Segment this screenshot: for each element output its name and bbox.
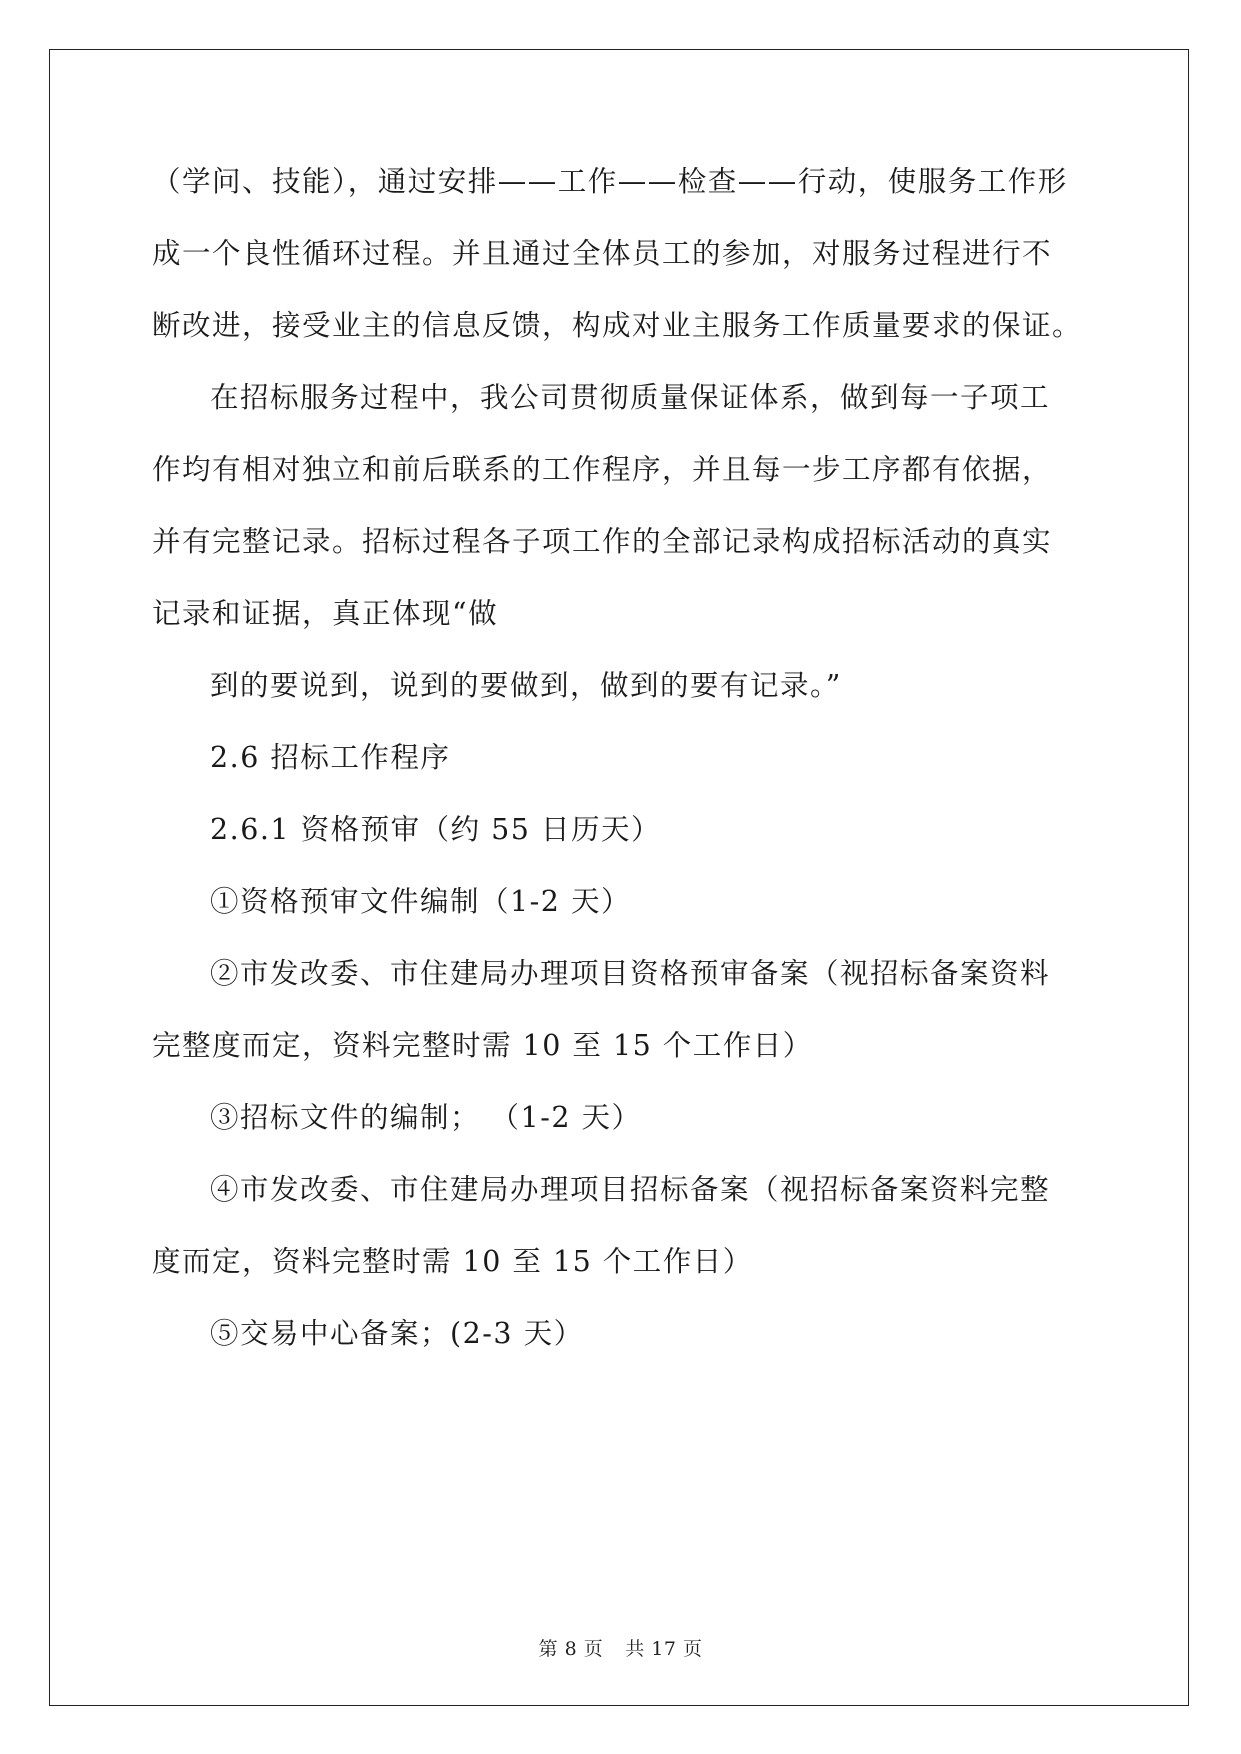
body-line-1: （学问、技能），通过安排——工作——检查——行动，使服务工作形 [152, 165, 1068, 198]
list-item-3: ③招标文件的编制； （1-2 天） [210, 1101, 642, 1134]
page-border [49, 49, 1189, 1706]
list-item-2: ②市发改委、市住建局办理项目资格预审备案（视招标备案资料 [210, 957, 1051, 990]
list-item-4: ④市发改委、市住建局办理项目招标备案（视招标备案资料完整 [210, 1173, 1051, 1206]
body-line-2: 成一个良性循环过程。并且通过全体员工的参加，对服务过程进行不 [152, 237, 1053, 270]
body-line-5: 作均有相对独立和前后联系的工作程序，并且每一步工序都有依据， [152, 453, 1053, 486]
body-line-7: 记录和证据，真正体现“做 [152, 597, 499, 630]
section-heading-2-6-1: 2.6.1 资格预审（约 55 日历天） [210, 813, 661, 846]
page-total: 共 17 页 [625, 1638, 703, 1660]
body-line-3: 断改进，接受业主的信息反馈，构成对业主服务工作质量要求的保证。 [152, 309, 1083, 342]
list-item-2-cont: 完整度而定，资料完整时需 10 至 15 个工作日） [152, 1029, 813, 1062]
list-item-1: ①资格预审文件编制（1-2 天） [210, 885, 631, 918]
list-item-4-cont: 度而定，资料完整时需 10 至 15 个工作日） [152, 1245, 753, 1278]
list-item-5: ⑤交易中心备案；(2-3 天） [210, 1317, 584, 1350]
page-footer [0, 1634, 1241, 1661]
body-line-8: 到的要说到，说到的要做到，做到的要有记录。” [210, 669, 842, 702]
body-line-6: 并有完整记录。招标过程各子项工作的全部记录构成招标活动的真实 [152, 525, 1053, 558]
page-number: 第 8 页 [538, 1638, 604, 1660]
section-heading-2-6: 2.6 招标工作程序 [210, 741, 451, 774]
body-line-4: 在招标服务过程中，我公司贯彻质量保证体系，做到每一子项工 [210, 381, 1051, 414]
